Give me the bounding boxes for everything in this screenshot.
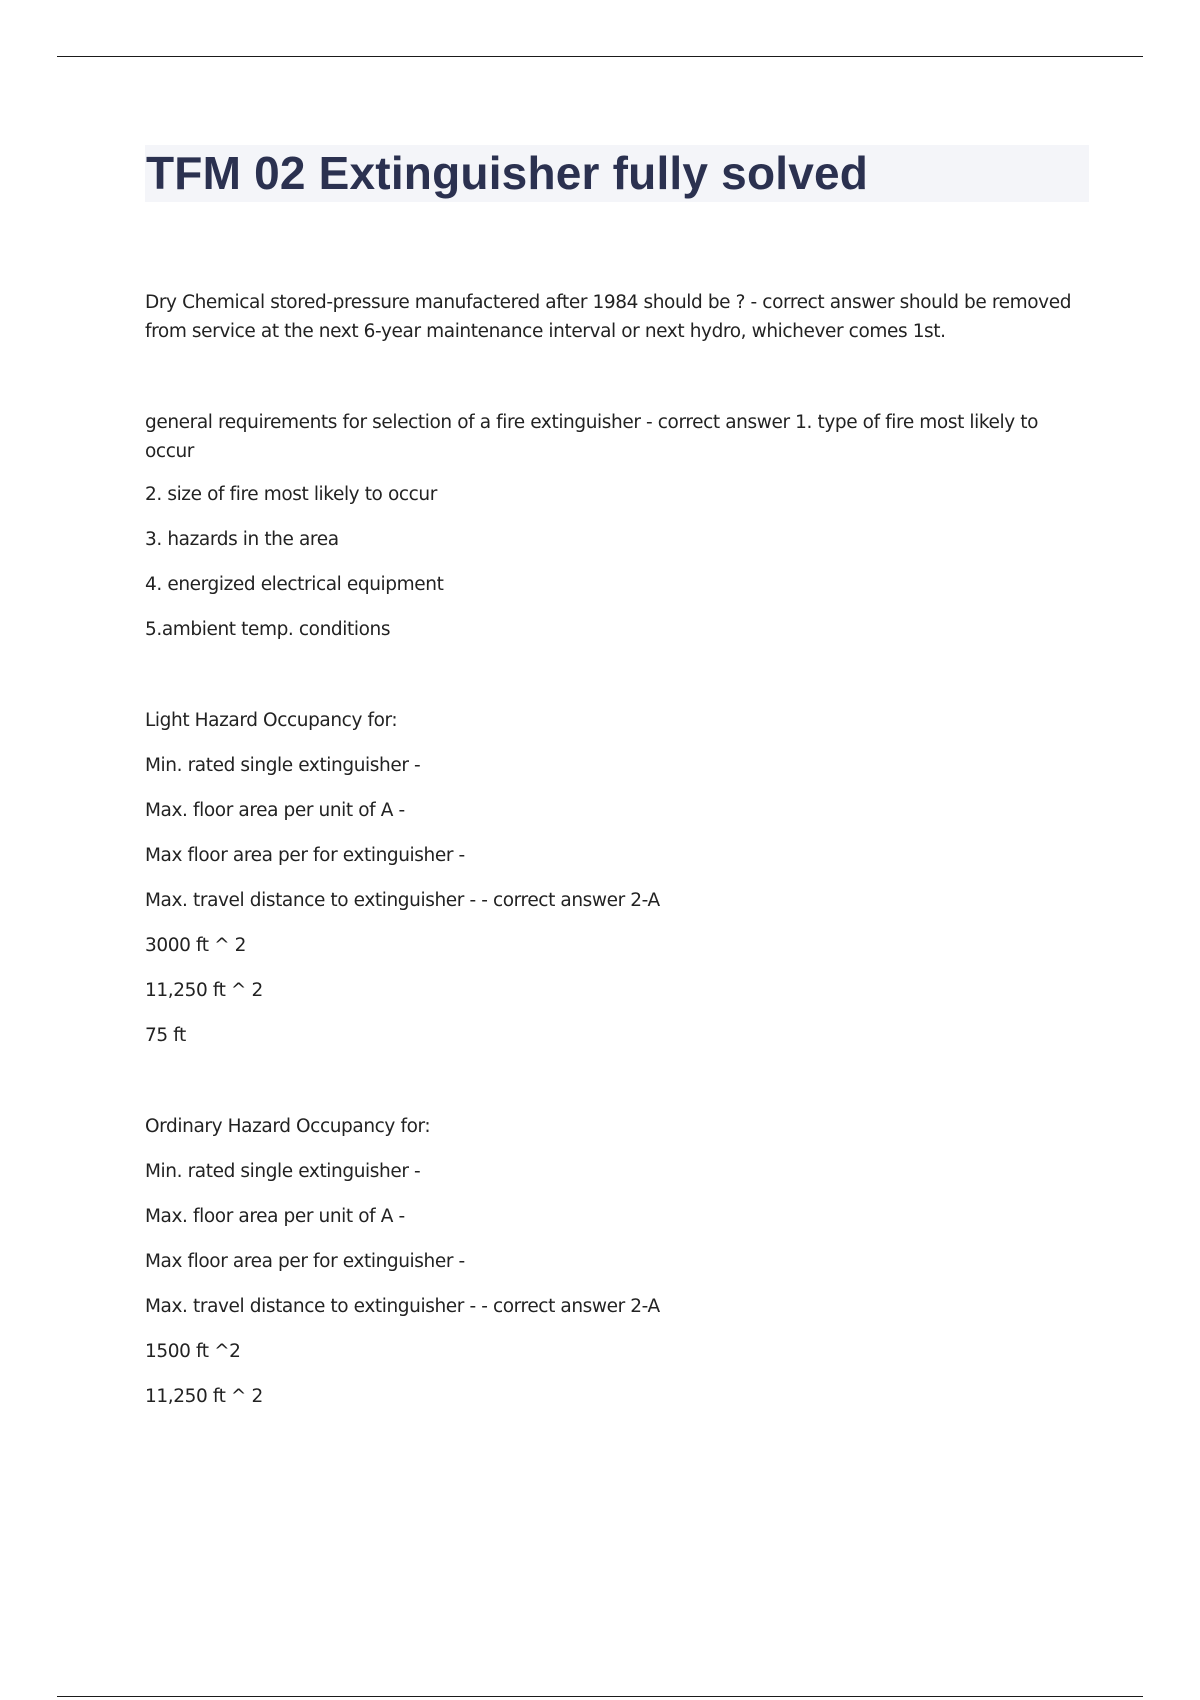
list-item: Max floor area per for extinguisher -: [145, 845, 465, 866]
list-item: 11,250 ft ^ 2: [145, 1386, 263, 1407]
document-body: [145, 288, 1090, 1427]
qa-text: general requirements for selection of a fire extinguisher - correct answer 1. type of fire most likely to occur: [145, 412, 1039, 462]
list-item: Light Hazard Occupancy for:: [145, 710, 398, 731]
qa-block-light-hazard: [145, 706, 1090, 1066]
list-item: Max. travel distance to extinguisher - - correct answer 2-A: [145, 890, 660, 911]
list-item: Max floor area per for extinguisher -: [145, 1251, 465, 1272]
list-item: 75 ft: [145, 1025, 186, 1046]
bottom-rule: [57, 1696, 1143, 1697]
qa-block-dry-chemical: [145, 288, 1090, 346]
list-item: 5.ambient temp. conditions: [145, 619, 391, 640]
list-item: Max. floor area per unit of A -: [145, 800, 405, 821]
list-item: Max. travel distance to extinguisher - - correct answer 2-A: [145, 1296, 660, 1317]
qa-block-selection-requirements: [145, 408, 1090, 660]
qa-block-ordinary-hazard: [145, 1112, 1090, 1427]
list-item: 1500 ft ^2: [145, 1341, 241, 1362]
list-item: 11,250 ft ^ 2: [145, 980, 263, 1001]
list-item: Max. floor area per unit of A -: [145, 1206, 405, 1227]
list-item: Min. rated single extinguisher -: [145, 755, 421, 776]
list-item: Min. rated single extinguisher -: [145, 1161, 421, 1182]
list-item: 3000 ft ^ 2: [145, 935, 247, 956]
list-item: 2. size of fire most likely to occur: [145, 484, 437, 505]
qa-text: Dry Chemical stored-pressure manufactered after 1984 should be ? - correct answer should be removed from service at the next 6-year maintenance interval or next hydro, whichever comes 1st.: [145, 292, 1072, 342]
list-item: Ordinary Hazard Occupancy for:: [145, 1116, 431, 1137]
page-title: TFM 02 Extinguisher fully solved: [146, 147, 869, 199]
top-rule: [57, 56, 1143, 57]
list-item: 4. energized electrical equipment: [145, 574, 444, 595]
list-item: 3. hazards in the area: [145, 529, 339, 550]
